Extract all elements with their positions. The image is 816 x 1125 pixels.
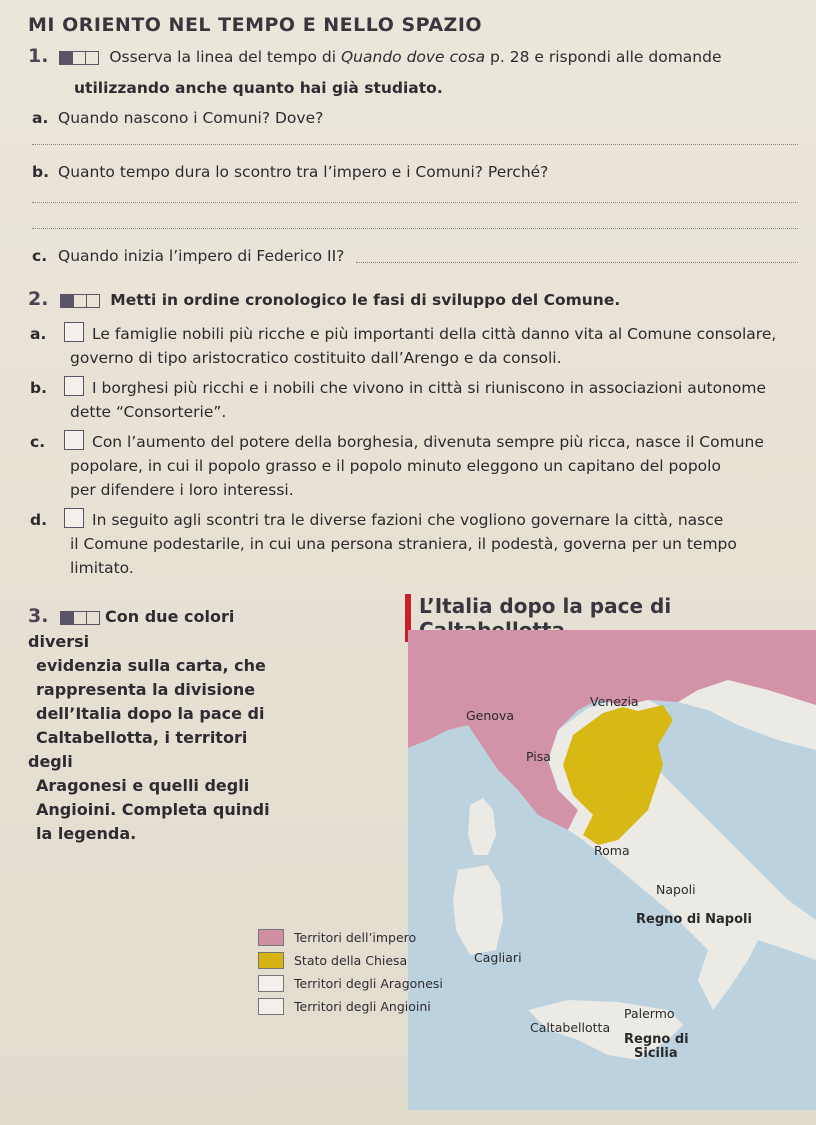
label-pisa: Pisa (526, 749, 551, 764)
answer-line-b1[interactable] (32, 202, 798, 203)
order-checkbox-c[interactable] (64, 430, 84, 450)
ordering-item-a: a. Le famiglie nobili più ricche e più importanti della città danno vita al Comune consolare, governo di tipo aristocratico costituito dall’Arengo e da consoli. (30, 322, 800, 370)
exercise-2-instruction: 2. Metti in ordine cronologico le fasi di sviluppo del Comune. (28, 287, 798, 313)
order-checkbox-a[interactable] (64, 322, 84, 342)
question-c: c. Quando inizia l’impero di Federico II? (32, 247, 345, 265)
ordering-item-d: d. In seguito agli scontri tra le diverse fazioni che vogliono governare la città, nasce il Comune podestarile, in cui una persona straniera, il podestà, governa per un tempo limitato. (30, 508, 800, 580)
map-title: L’Italia dopo la pace di (405, 594, 816, 642)
label-caltabellotta: Caltabellotta (530, 1020, 611, 1035)
difficulty-level-icon (59, 46, 98, 70)
question-a: a. Quando nascono i Comuni? Dove? (32, 109, 324, 127)
label-napoli: Napoli (656, 882, 696, 897)
answer-line-b2[interactable] (32, 228, 798, 229)
order-checkbox-d[interactable] (64, 508, 84, 528)
label-genova: Genova (466, 708, 515, 723)
legend-swatch-empire (258, 929, 284, 946)
map-legend (258, 926, 443, 1018)
ordering-item-b: b. I borghesi più ricchi e i nobili che vivono in città si riuniscono in associazioni autonome dette “Consorterie”. (30, 376, 800, 424)
label-regno-sicilia-1: Regno di (624, 1032, 689, 1047)
difficulty-level-icon (60, 606, 99, 630)
question-b: b. Quanto tempo dura lo scontro tra l’impero e i Comuni? Perché? (32, 163, 549, 181)
label-regno-sicilia-2: Sicilia (634, 1046, 678, 1061)
legend-swatch-aragonesi[interactable] (258, 975, 284, 992)
label-venezia: Venezia (590, 694, 639, 709)
answer-line-c[interactable] (356, 262, 798, 263)
legend-row-church: Stato della Chiesa (258, 949, 443, 972)
exercise-1-instruction: 1. Osserva la linea del tempo di Quando dove cosa p. 28 e rispondi alle domande (28, 44, 798, 70)
difficulty-level-icon (60, 289, 99, 313)
legend-row-aragonesi: Territori degli Aragonesi (258, 972, 443, 995)
label-cagliari: Cagliari (474, 950, 522, 965)
label-palermo: Palermo (624, 1006, 675, 1021)
label-regno-napoli: Regno di Napoli (636, 912, 752, 927)
legend-swatch-angioini[interactable] (258, 998, 284, 1015)
legend-swatch-church (258, 952, 284, 969)
label-roma: Roma (594, 843, 630, 858)
ordering-item-c: c. Con l’aumento del potere della borghesia, divenuta sempre più ricca, nasce il Comune popolare, in cui il popolo grasso e il popolo minuto eleggono un capitano del popolo per difendere i loro interessi. (30, 430, 800, 502)
exercise-2-number: 2. (28, 288, 49, 310)
page-title: MI ORIENTO NEL TEMPO E NELLO SPAZIO (28, 14, 483, 36)
answer-line-a[interactable] (32, 144, 798, 145)
exercise-3-instruction: 3. Con due colori diversi evidenzia sulla carta, che rappresenta la divisione dell’Italia dopo la pace di Caltabellotta, i territori degli Aragonesi e quelli degli Angioini. Completa quindi la legenda. (28, 605, 270, 843)
legend-row-angioini: Territori degli Angioini (258, 995, 443, 1018)
exercise-3-number: 3. (28, 605, 49, 627)
exercise-1-instruction-cont: utilizzando anche quanto hai già studiato. (74, 79, 443, 97)
exercise-1-number: 1. (28, 45, 49, 67)
order-checkbox-b[interactable] (64, 376, 84, 396)
legend-row-empire: Territori dell’impero (258, 926, 443, 949)
